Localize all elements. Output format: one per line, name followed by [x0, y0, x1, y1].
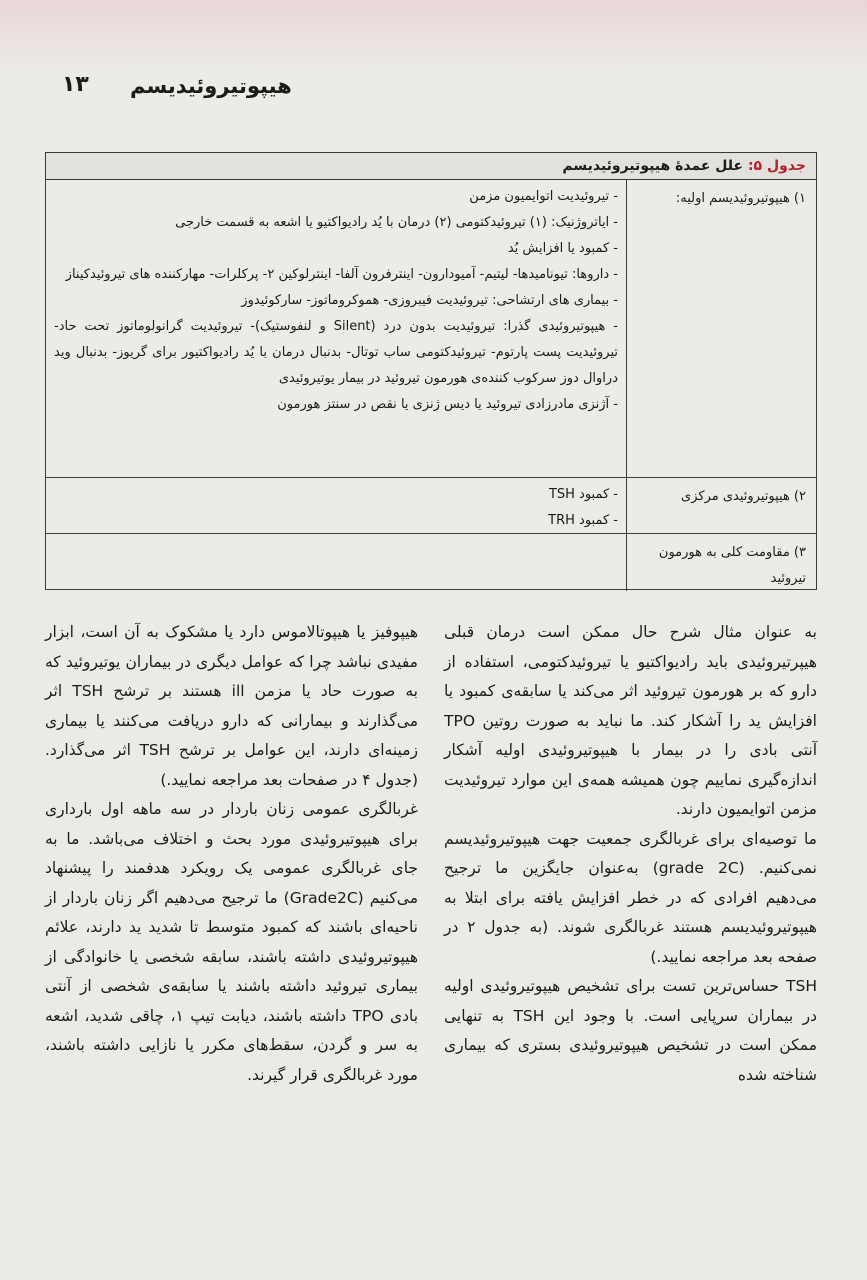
cause-item: - تیروئیدیت اتوایمیون مزمن: [469, 189, 618, 204]
causes-cell: [46, 478, 626, 533]
cause-item: - هیپوتیروئیدی گذرا: تیروئیدیت بدون درد (Silent و لنفوستیک)- تیروئیدیت گرانولوماتوز تحت حاد- تیروئیدیت پست پارتوم- تیروئیدکتومی ساب توتال- بدنبال درمان با یُد رادیواکتیور برای گریوز- بدنبال وید دراوال دوز سرکوب کننده‌ی هورمون تیروئید در بیمار یوتیروئیدی: [54, 319, 618, 386]
table-row: [46, 478, 816, 534]
table-row: [46, 534, 816, 591]
left-column: [45, 618, 418, 1238]
causes-table: [45, 152, 817, 590]
table-title: [562, 158, 806, 174]
cause-item: - کمبود یا افزایش یُد: [507, 241, 618, 256]
cause-item: - کمبود TRH: [548, 513, 618, 528]
paragraph: TSH حساس‌ترین تست برای تشخیص هیپوتیروئیدی اولیه در بیماران سرپایی است. با وجود این TSH به تنهایی ممکن است در تشخیص هیپوتیروئیدی بستری که بیماری شناخته شده: [444, 977, 817, 1084]
cause-item: - ایاتروژنیک: (۱) تیروئیدکتومی (۲) درمان با یُد رادیواکتیو یا اشعه به قسمت خارجی: [175, 215, 618, 230]
table-label: جدول ۵:: [747, 158, 806, 174]
table-caption: علل عمدهٔ هیپوتیروئیدیسم: [562, 158, 744, 174]
category-cell: ۲) هیپوتیروئیدی مرکزی: [626, 478, 816, 533]
table-title-row: [46, 153, 816, 180]
paragraph: ما توصیه‌ای برای غربالگری جمعیت جهت هیپوتیروئیدیسم نمی‌کنیم. (grade 2C) به‌عنوان جایگزین ما ترجیح می‌دهیم افرادی که در خطر افزایش یافته برای ابتلا به هیپوتیروئیدیسم هستند غربالگری شوند. (به جدول ۲ در صفحه بعد مراجعه نمایید.): [444, 829, 817, 966]
causes-cell: [46, 180, 626, 477]
table-row: [46, 180, 816, 478]
paragraph: غربالگری عمومی زنان باردار در سه ماهه اول بارداری برای هیپوتیروئیدی مورد بحث و اختلاف می‌باشد. ما به جای غربالگری عمومی یک رویکرد هدفمند را پیشنهاد می‌کنیم (Grade2C) ما ترجیح می‌دهیم اگر زنان باردار از ناحیه‌ای باشند که کمبود متوسط تا شدید ید دارند، علائم هیپوتیروئیدی داشته باشند، سابقه شخصی یا خانوادگی از بیماری تیروئید داشته باشند یا سابقه‌ی شخصی از آنتی بادی TPO داشته باشند، دیابت تیپ ۱، چاقی شدید، اشعه به سر و گردن، سقط‌های مکرر یا نازایی داشته باشند، مورد غربالگری قرار گیرند.: [45, 800, 419, 1084]
paragraph: هیپوفیز یا هیپوتالاموس دارد یا مشکوک به آن است، ابزار مفیدی نباشد چرا که عوامل دیگری در بیماران یوتیروئید که به صورت حاد یا مزمن ill هستند بر ترشح TSH اثر می‌گذارند و بیمارانی که دارو دریافت می‌کنند یا بیماری زمینه‌ای دارند، این عوامل بر ترشح TSH اثر می‌گذارد. (جدول ۴ در صفحات بعد مراجعه نمایید.): [45, 623, 418, 789]
table-body: [46, 180, 816, 591]
cause-item: - کمبود TSH: [548, 487, 618, 502]
cause-item: - بیماری های ارتشاحی: تیروئیدیت فیبروزی- هموکروماتوز- سارکوئیدوز: [241, 293, 618, 308]
running-header-title: هیپوتیروئیدیسم: [130, 74, 292, 98]
cause-item: - آژنزی مادرزادی تیروئید یا دیس ژنزی یا نقص در سنتز هورمون: [277, 397, 618, 412]
cause-item: - داروها: تیونامیدها- لیتیم- آمیودارون- اینترفرون آلفا- اینترلوکین ۲- پرکلرات- مهارکننده های تیروئیدکیناز: [65, 267, 618, 282]
page-number: ۱۳: [62, 72, 89, 97]
right-column: [444, 618, 817, 1238]
body-text: [45, 618, 817, 1238]
causes-cell: [46, 534, 626, 591]
category-cell: ۱) هیپوتیروئیدیسم اولیه:: [626, 180, 816, 477]
category-cell: ۳) مقاومت کلی به هورمون تیروئید: [626, 534, 816, 591]
paragraph: به عنوان مثال شرح حال ممکن است درمان قبلی هیپرتیروئیدی باید رادیواکتیو یا تیروئیدکتومی، استفاده از دارو که بر هورمون تیروئید اثر می‌کند یا سابقه‌ی کمبود یا افزایش ید را آشکار کند. ما نباید به صورت روتین TPO آنتی بادی را در بیمار با هیپوتیروئیدی اولیه آشکار اندازه‌گیری نماییم چون همیشه همه‌ی این موارد تیروئیدیت مزمن اتوایمیون دارند.: [444, 623, 817, 818]
